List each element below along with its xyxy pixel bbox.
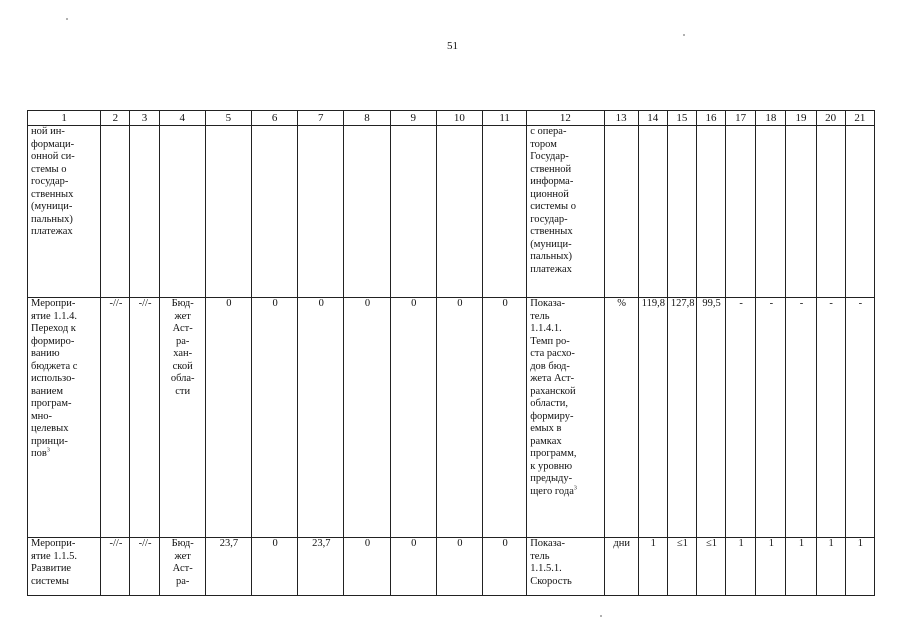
header-cell: 20 — [816, 111, 845, 126]
funding-value-cell: 0 — [483, 538, 527, 596]
indicator-value-cell: 1 — [816, 538, 845, 596]
data-table — [27, 110, 875, 596]
header-cell: 8 — [344, 111, 390, 126]
header-cell: 11 — [483, 111, 527, 126]
header-cell: 13 — [604, 111, 638, 126]
page-number: 51 — [447, 40, 458, 52]
header-cell: 6 — [252, 111, 298, 126]
scan-speck — [66, 18, 68, 20]
funding-value-cell: 0 — [483, 298, 527, 538]
table-cell — [786, 126, 816, 298]
activity-name-text: Меропри- ятие 1.1.4. Переход к формиро- ванию бюджета с использо- ванием програм- мно- целевых принци- пов — [31, 298, 78, 459]
indicator-text: Показа- тель 1.1.4.1. Темп ро- ста расхо- дов бюд- жета Аст- раханской области, формиру- емых в рамках программ, к уровню предыду- щего года — [530, 298, 577, 497]
funding-value-cell: 0 — [252, 298, 298, 538]
table-cell — [344, 126, 390, 298]
table-cell — [816, 126, 845, 298]
header-cell: 3 — [130, 111, 159, 126]
indicator-value-cell: 1 — [756, 538, 786, 596]
table-row — [28, 126, 875, 298]
activity-name-cell: Меропри- ятие 1.1.5. Развитие системы — [28, 538, 101, 596]
funding-value-cell: 0 — [436, 298, 482, 538]
table-cell — [159, 126, 205, 298]
unit-cell: дни — [604, 538, 638, 596]
table-header-row — [28, 111, 875, 126]
funding-value-cell: 23,7 — [298, 538, 344, 596]
funding-value-cell: 0 — [436, 538, 482, 596]
indicator-value-cell: 1 — [786, 538, 816, 596]
header-cell: 1 — [28, 111, 101, 126]
table-cell — [205, 126, 251, 298]
header-cell: 21 — [845, 111, 874, 126]
header-cell: 19 — [786, 111, 816, 126]
funding-value-cell: 0 — [344, 298, 390, 538]
header-cell: 9 — [390, 111, 436, 126]
header-cell: 16 — [696, 111, 725, 126]
header-cell: 10 — [436, 111, 482, 126]
funding-value-cell: 0 — [344, 538, 390, 596]
table-cell — [436, 126, 482, 298]
table-cell — [756, 126, 786, 298]
footnote-mark: 3 — [573, 485, 577, 491]
table-cell — [638, 126, 667, 298]
header-cell: 15 — [667, 111, 696, 126]
indicator-value-cell: 1 — [726, 538, 756, 596]
header-cell: 2 — [101, 111, 130, 126]
header-cell: 4 — [159, 111, 205, 126]
indicator-value-cell: 127,8 — [667, 298, 696, 538]
table-row — [28, 538, 875, 596]
table-row — [28, 298, 875, 538]
table-cell — [130, 126, 159, 298]
indicator-value-cell: - — [845, 298, 874, 538]
indicator-cell: с опера- тором Государ- ственной информа- ционной системы о государ- ственных (муници- пальных) платежах — [527, 126, 604, 298]
table-cell — [483, 126, 527, 298]
funding-value-cell: 0 — [390, 538, 436, 596]
indicator-value-cell: - — [726, 298, 756, 538]
funding-value-cell: 0 — [205, 298, 251, 538]
indicator-value-cell: - — [816, 298, 845, 538]
indicator-value-cell: 99,5 — [696, 298, 725, 538]
indicator-cell: Показа- тель 1.1.5.1. Скорость — [527, 538, 604, 596]
activity-name-cell — [28, 298, 101, 538]
table-cell: -//- — [130, 298, 159, 538]
header-cell: 7 — [298, 111, 344, 126]
indicator-value-cell: - — [786, 298, 816, 538]
table-cell — [696, 126, 725, 298]
funding-value-cell: 0 — [298, 298, 344, 538]
funding-value-cell: 0 — [390, 298, 436, 538]
header-cell: 17 — [726, 111, 756, 126]
header-cell: 14 — [638, 111, 667, 126]
indicator-cell — [527, 298, 604, 538]
activity-name-cell: ной ин- формаци- онной си- стемы о государ- ственных (муници- пальных) платежах — [28, 126, 101, 298]
indicator-value-cell: 119,8 — [638, 298, 667, 538]
funding-value-cell: 23,7 — [205, 538, 251, 596]
funding-value-cell: 0 — [252, 538, 298, 596]
table-cell — [298, 126, 344, 298]
budget-source-cell: Бюд- жет Аст- ра- хан- ской обла- сти — [159, 298, 205, 538]
indicator-value-cell: ≤1 — [667, 538, 696, 596]
table-cell — [604, 126, 638, 298]
table-cell: -//- — [130, 538, 159, 596]
header-cell: 5 — [205, 111, 251, 126]
indicator-value-cell: - — [756, 298, 786, 538]
scan-speck — [600, 615, 602, 617]
header-cell: 18 — [756, 111, 786, 126]
table-cell — [101, 126, 130, 298]
unit-cell: % — [604, 298, 638, 538]
footnote-mark: 3 — [46, 447, 50, 454]
budget-source-cell: Бюд- жет Аст- ра- — [159, 538, 205, 596]
table-cell — [390, 126, 436, 298]
table-cell — [845, 126, 874, 298]
table-cell — [667, 126, 696, 298]
indicator-value-cell: 1 — [638, 538, 667, 596]
table-cell — [726, 126, 756, 298]
indicator-value-cell: 1 — [845, 538, 874, 596]
header-cell: 12 — [527, 111, 604, 126]
scan-speck — [683, 34, 685, 36]
table-cell: -//- — [101, 538, 130, 596]
table-cell: -//- — [101, 298, 130, 538]
table-cell — [252, 126, 298, 298]
indicator-value-cell: ≤1 — [696, 538, 725, 596]
